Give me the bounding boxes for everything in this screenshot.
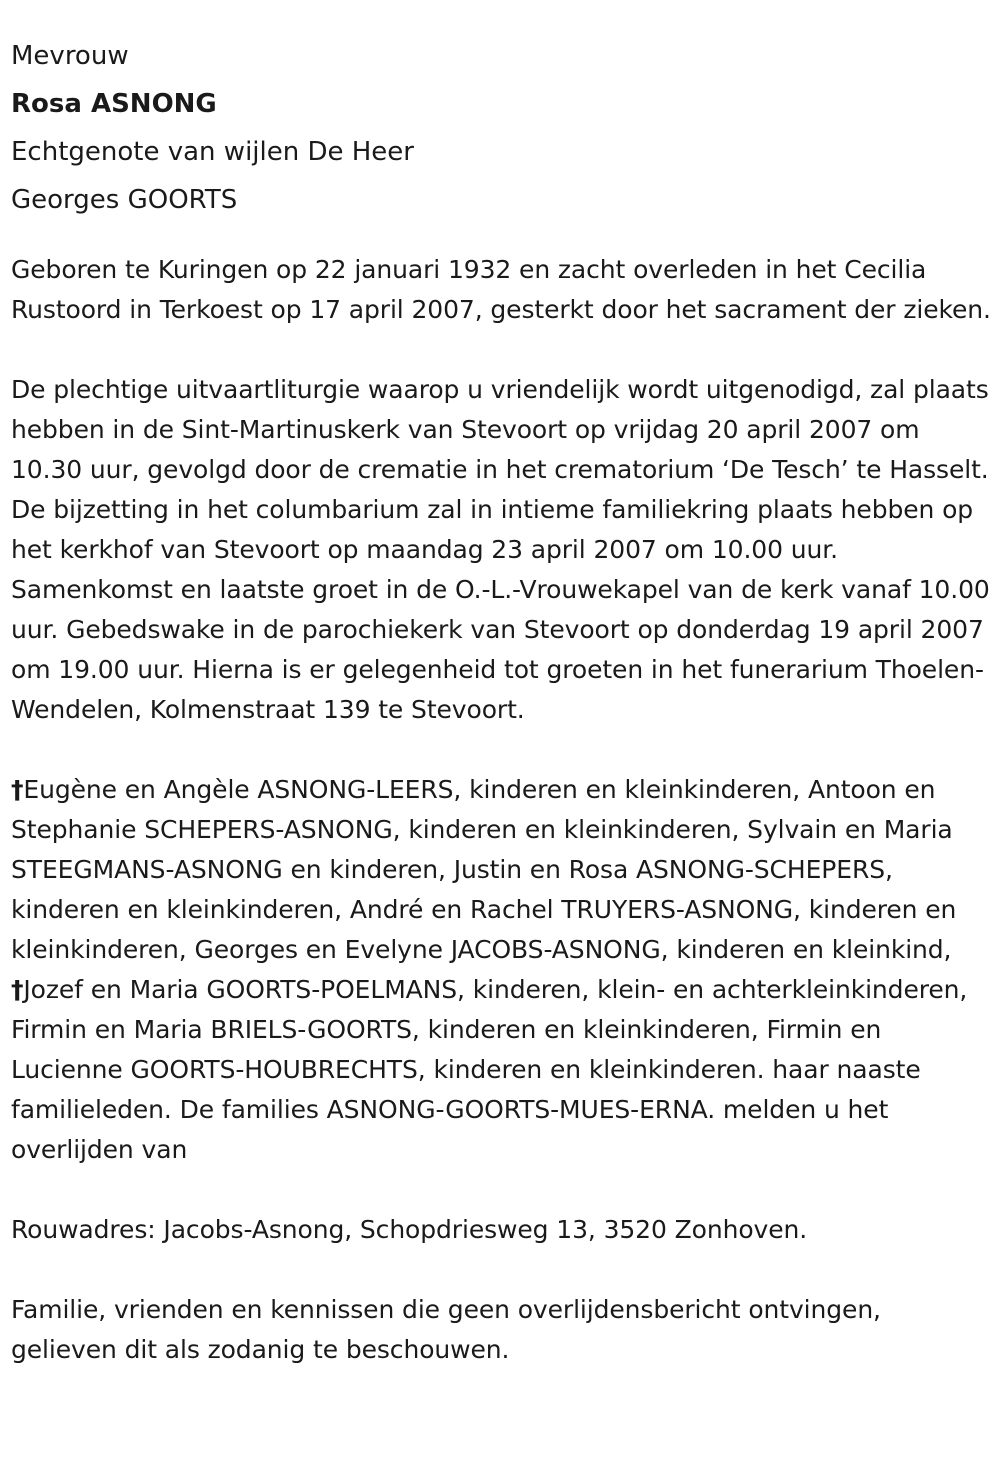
closing-paragraph: Familie, vrienden en kennissen die geen overlijdensbericht ontvingen, gelieven dit als zodanig te beschouwen. bbox=[11, 1295, 881, 1364]
family-paragraph bbox=[11, 770, 993, 1170]
funeral-paragraph: De plechtige uitvaartliturgie waarop u vriendelijk wordt uitgenodigd, zal plaats hebben in de Sint-Martinuskerk van Stevoort op vrijdag 20 april 2007 om 10.30 uur, gevolgd door de crematie in het crematorium ‘De Tesch’ te Hasselt. De bijzetting in het columbarium zal in intieme familiekring plaats hebben op het kerkhof van Stevoort op maandag 23 april 2007 om 10.00 uur. Samenkomst en laatste groet in de O.-L.-Vrouwekapel van de kerk vanaf 10.00 uur. Gebedswake in de parochiekerk van Stevoort op donderdag 19 april 2007 om 19.00 uur. Hierna is er gelegenheid tot groeten in het funerarium Thoelen-Wendelen, Kolmenstraat 139 te Stevoort. bbox=[11, 375, 990, 724]
relation-line: Echtgenote van wijlen De Heer bbox=[11, 137, 414, 167]
mourning-address: Rouwadres: Jacobs-Asnong, Schopdriesweg 13, 3520 Zonhoven. bbox=[11, 1215, 808, 1244]
spouse-name: Georges GOORTS bbox=[11, 185, 238, 215]
family-text-part-1: Eugène en Angèle ASNONG-LEERS, kinderen en kleinkinderen, Antoon en Stephanie SCHEPERS-ASNONG, kinderen en kleinkinderen, Sylvain en Maria STEEGMANS-ASNONG en kinderen, Justin en Rosa ASNONG-SCHEPERS, kinderen en kleinkinderen, André en Rachel TRUYERS-ASNONG, kinderen en kleinkinderen, Georges en Evelyne JACOBS-ASNONG, kinderen en kleinkind, bbox=[11, 775, 957, 964]
salutation: Mevrouw bbox=[11, 41, 129, 71]
birth-death-paragraph: Geboren te Kuringen op 22 januari 1932 en zacht overleden in het Cecilia Rustoord in Terkoest op 17 april 2007, gesterkt door het sacrament der zieken. bbox=[11, 255, 991, 324]
cross-icon: † bbox=[11, 775, 24, 804]
cross-icon: † bbox=[11, 975, 24, 1004]
obituary-document bbox=[11, 0, 993, 1370]
family-text-part-2: Jozef en Maria GOORTS-POELMANS, kinderen, klein- en achterkleinkinderen, Firmin en Maria BRIELS-GOORTS, kinderen en kleinkinderen, Firmin en Lucienne GOORTS-HOUBRECHTS, kinderen en kleinkinderen. haar naaste familieleden. De families ASNONG-GOORTS-MUES-ERNA. melden u het overlijden van bbox=[11, 975, 968, 1164]
deceased-name: Rosa ASNONG bbox=[11, 89, 217, 119]
